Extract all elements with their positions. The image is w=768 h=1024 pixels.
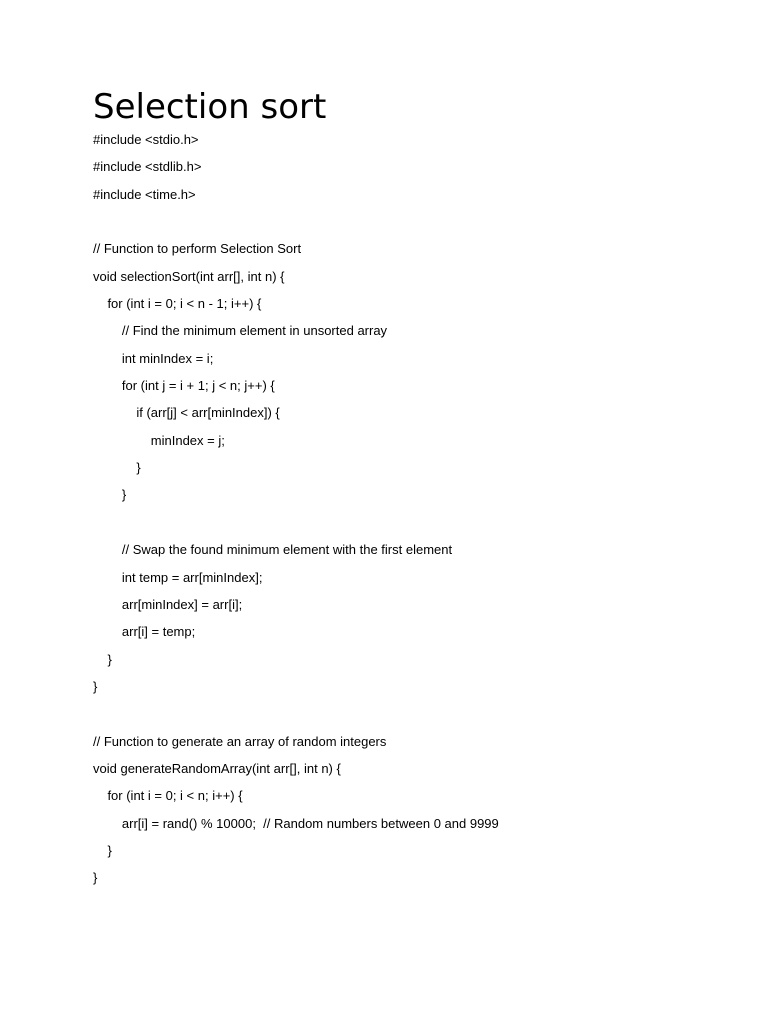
code-line: } bbox=[93, 487, 127, 503]
code-line: #include <time.h> bbox=[93, 186, 196, 202]
code-line: #include <stdlib.h> bbox=[93, 159, 202, 175]
code-line bbox=[93, 700, 499, 727]
code-line: int temp = arr[minIndex]; bbox=[93, 569, 263, 585]
code-line: void selectionSort(int arr[], int n) { bbox=[93, 268, 285, 284]
code-line: } bbox=[93, 842, 112, 858]
code-line: #include <stdio.h> bbox=[93, 132, 199, 147]
code-line: arr[i] = rand() % 10000; // Random numbers between 0 and 9999 bbox=[93, 815, 499, 831]
code-line: } bbox=[93, 678, 98, 694]
code-line bbox=[93, 208, 499, 235]
code-block bbox=[93, 126, 499, 892]
code-line: for (int i = 0; i < n - 1; i++) { bbox=[93, 296, 262, 312]
code-line: // Function to perform Selection Sort bbox=[93, 241, 302, 257]
code-line bbox=[93, 509, 499, 536]
code-line: } bbox=[93, 870, 98, 886]
code-line: // Find the minimum element in unsorted array bbox=[93, 323, 388, 339]
code-line: minIndex = j; bbox=[93, 432, 225, 448]
code-line: } bbox=[93, 651, 112, 667]
code-line: if (arr[j] < arr[minIndex]) { bbox=[93, 405, 280, 421]
code-line: arr[i] = temp; bbox=[93, 624, 196, 640]
page-title: Selection sort bbox=[93, 87, 327, 127]
code-line: arr[minIndex] = arr[i]; bbox=[93, 596, 243, 612]
code-line: void generateRandomArray(int arr[], int n) { bbox=[93, 760, 341, 776]
code-line: // Swap the found minimum element with the first element bbox=[93, 542, 453, 558]
code-line: for (int j = i + 1; j < n; j++) { bbox=[93, 378, 275, 394]
code-line: // Function to generate an array of random integers bbox=[93, 733, 387, 749]
code-line: for (int i = 0; i < n; i++) { bbox=[93, 788, 243, 804]
code-line: } bbox=[93, 460, 141, 476]
code-line: int minIndex = i; bbox=[93, 350, 214, 366]
